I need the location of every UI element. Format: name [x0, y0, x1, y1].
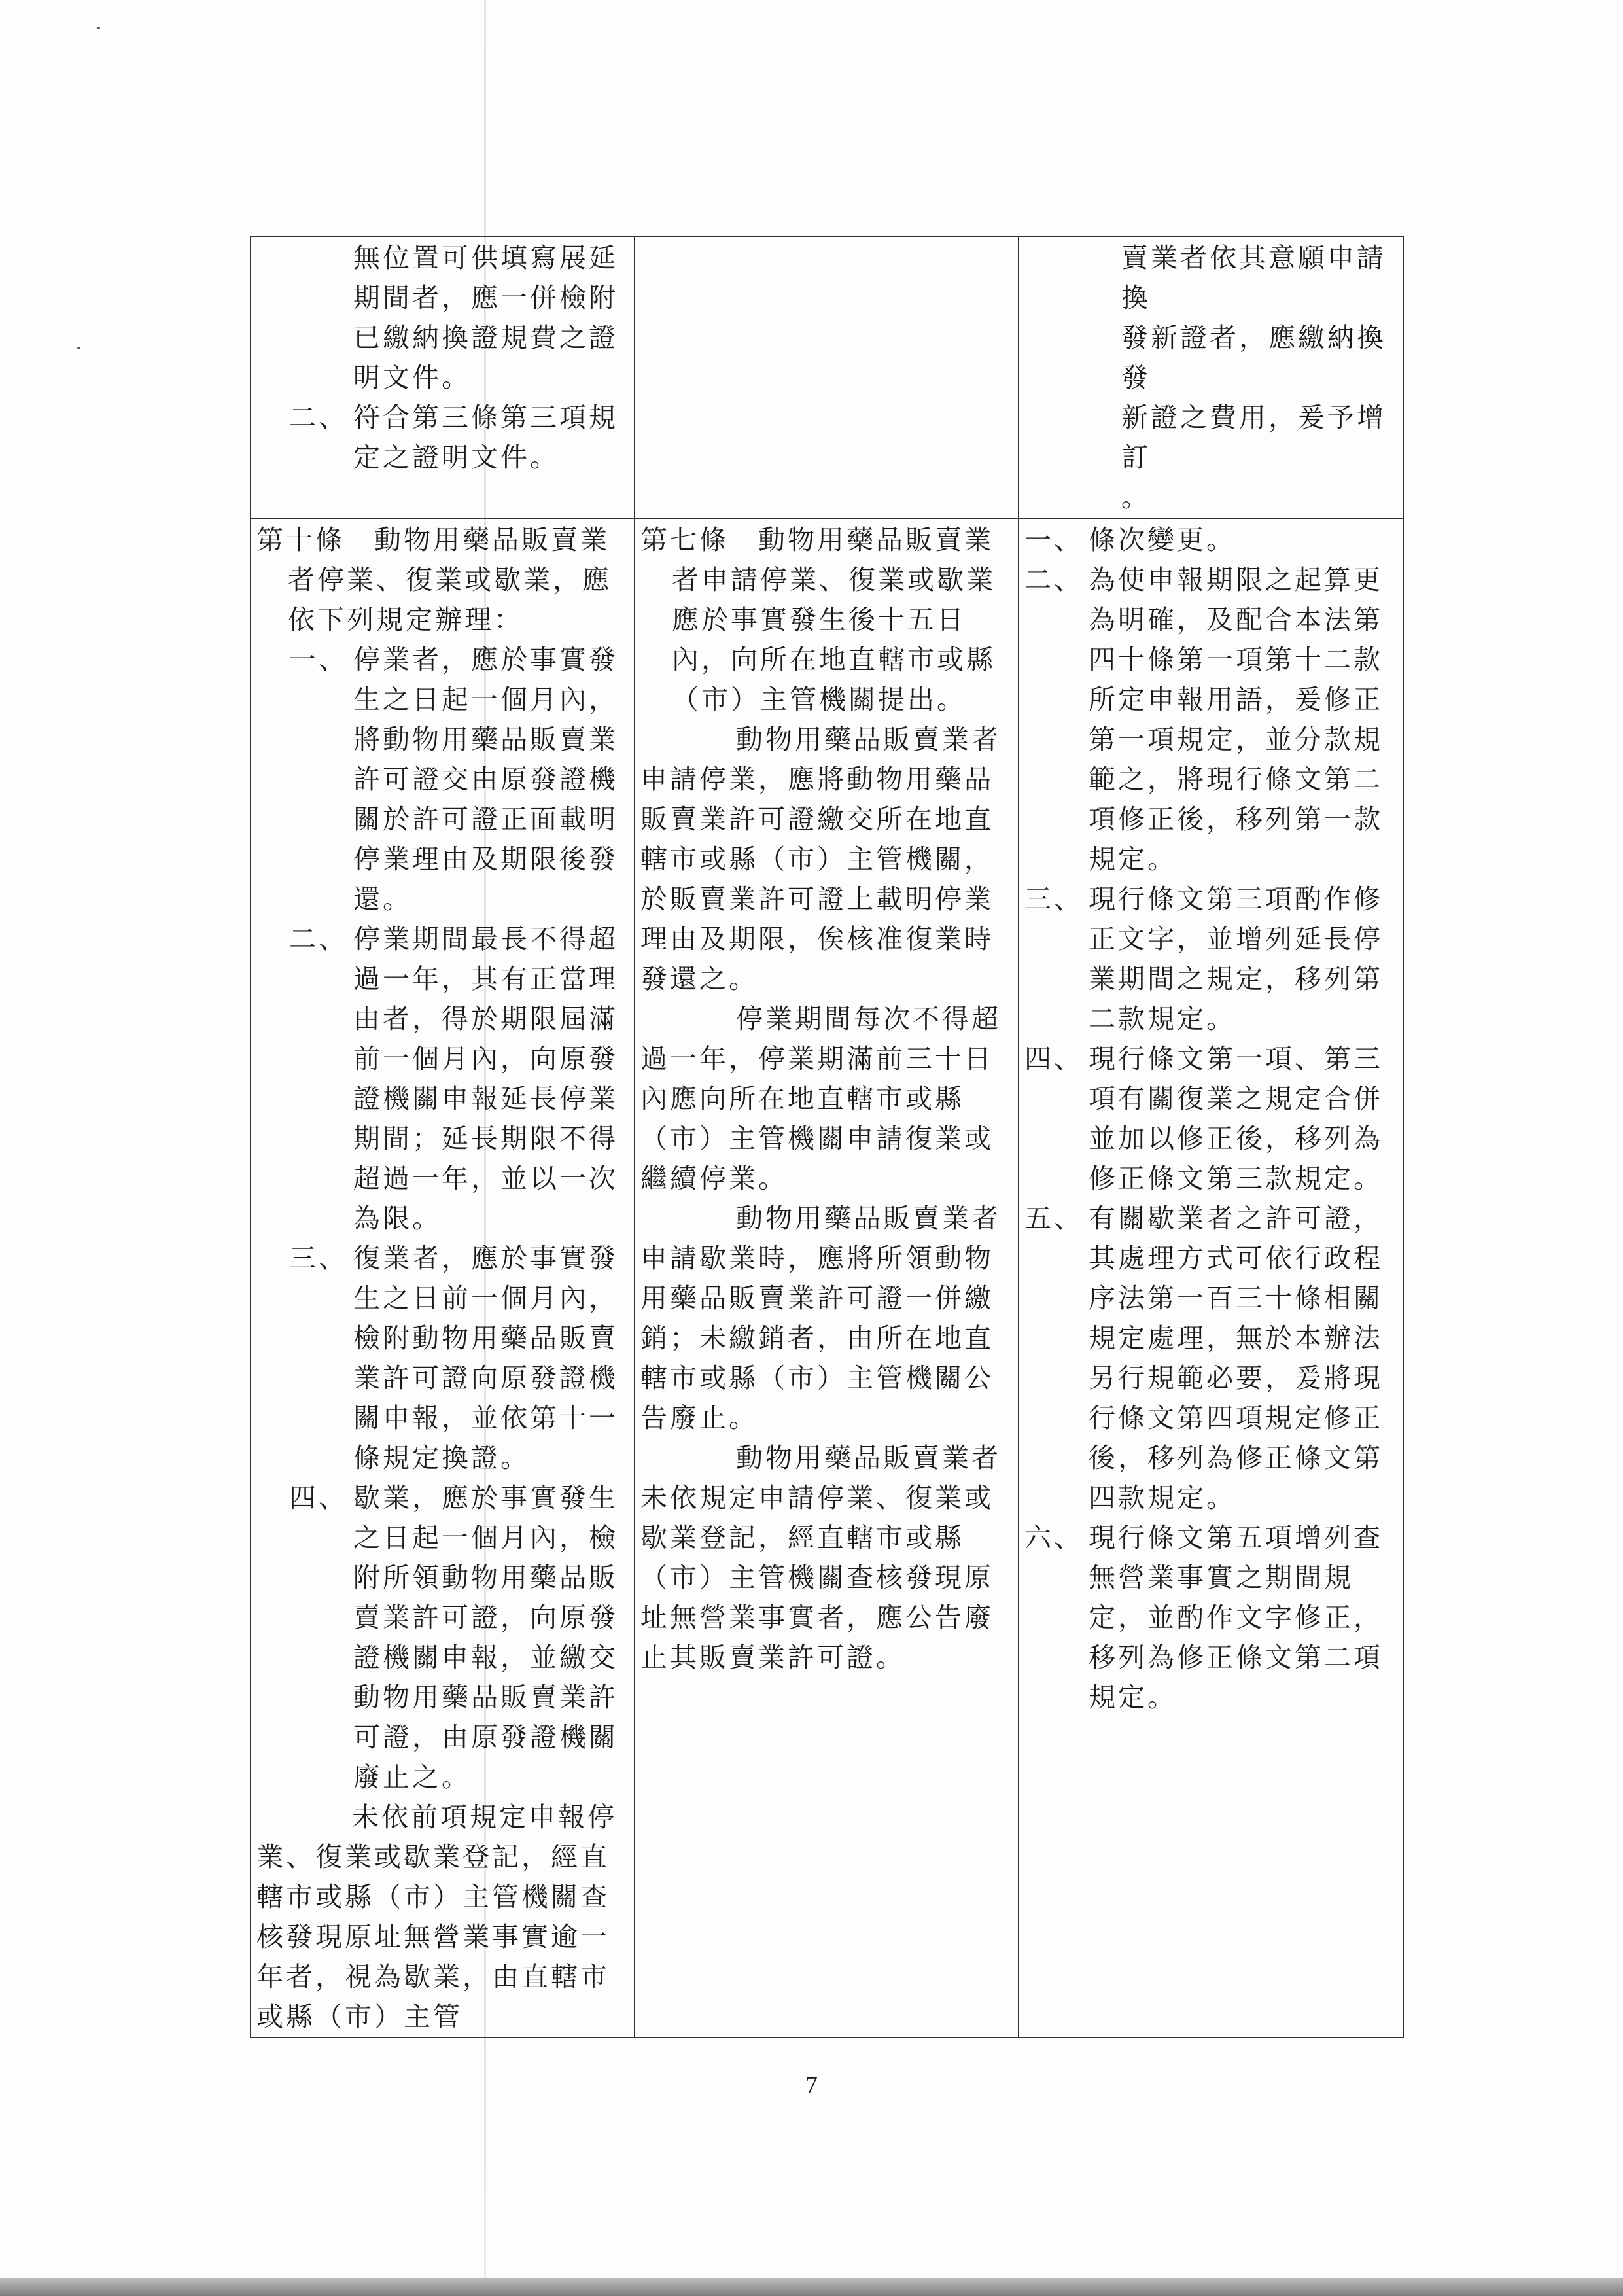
- list-number: 二、: [289, 923, 348, 955]
- current-cell-continued: [635, 236, 1019, 518]
- amended-article-cell: [251, 518, 635, 2038]
- explanation-item: [1024, 879, 1400, 1039]
- current-article-cell: [635, 518, 1019, 2038]
- continued-line: 明文件。: [353, 362, 471, 393]
- explanation-item: [1024, 1518, 1400, 1718]
- list-text: 為使申報期限之起算更為明確，及配合本法第四十條第一項第十二款所定申報用語，爰修正第一項規定，並分款規範之，將現行條文第二項修正後，移列第一款規定。: [1089, 564, 1383, 875]
- article-heading: [640, 520, 1015, 720]
- comparison-table: [250, 236, 1404, 2038]
- page-number: 7: [805, 2072, 818, 2099]
- list-item: [256, 398, 631, 478]
- list-item: [256, 1239, 631, 1478]
- continued-line: 。: [1121, 482, 1151, 513]
- list-text: 條次變更。: [1089, 524, 1236, 556]
- list-text: 歇業，應於事實發生之日起一個月內，檢附所領動物用藥品販賣業許可證，向原發證機關申報，並繳交動物用藥品販賣業許可證，由原發證機關廢止之。: [353, 1482, 618, 1793]
- list-text: 符合第三條第三項規定之證明文件。: [353, 402, 618, 473]
- explanation-item: [1024, 560, 1400, 879]
- list-number: 四、: [289, 1482, 348, 1513]
- table-row-article: [251, 518, 1403, 2038]
- explanation-item: [1024, 1199, 1400, 1518]
- continued-line: 賣業者依其意願申請換: [1121, 242, 1386, 313]
- list-text: 現行條文第三項酌作修正文字，並增列延長停業期間之規定，移列第二款規定。: [1089, 883, 1383, 1034]
- list-item: [256, 919, 631, 1239]
- table-row-continued: [251, 236, 1403, 518]
- list-number: 一、: [289, 644, 348, 675]
- list-text: 有關歇業者之許可證，其處理方式可依行政程序法第一百三十條相關規定處理，無於本辦法另行規範必要，爰將現行條文第四項規定修正後，移列為修正條文第四款規定。: [1089, 1203, 1383, 1513]
- explanation-cell-continued: [1019, 236, 1403, 518]
- list-number: 三、: [1024, 883, 1083, 915]
- explanation-item: [1024, 520, 1400, 560]
- explanation-item: [1024, 1039, 1400, 1199]
- article-heading: [256, 520, 631, 640]
- article-title: 第十條: [256, 524, 345, 556]
- amended-cell-continued: [251, 236, 635, 518]
- article-paragraph: 動物用藥品販賣業者申請停業，應將動物用藥品販賣業許可證繳交所在地直轄市或縣（市）主管機關，於販賣業許可證上載明停業理由及期限，俟核准復業時發還之。: [640, 724, 1001, 995]
- article-title: 第七條: [640, 524, 729, 556]
- scan-speck: [97, 27, 100, 29]
- list-text: 復業者，應於事實發生之日前一個月內，檢附動物用藥品販賣業許可證向原發證機關申報，並依第十一條規定換證。: [353, 1243, 618, 1474]
- list-number: 五、: [1024, 1203, 1083, 1234]
- list-number: 六、: [1024, 1522, 1083, 1553]
- scan-bottom-edge: [0, 2278, 1623, 2296]
- article-paragraph: 動物用藥品販賣業者申請歇業時，應將所領動物用藥品販賣業許可證一併繳銷；未繳銷者，由所在地直轄市或縣（市）主管機關公告廢止。: [640, 1203, 1001, 1434]
- continued-line: 發新證者，應繳納換發: [1121, 322, 1386, 393]
- list-text: 現行條文第五項增列查無營業事實之期間規定，並酌作文字修正，移列為修正條文第二項規定。: [1089, 1522, 1383, 1713]
- continued-line: 已繳納換證規費之證: [353, 322, 618, 353]
- list-number: 三、: [289, 1243, 348, 1274]
- list-number: 二、: [289, 402, 348, 433]
- scan-speck: [77, 347, 80, 349]
- list-number: 二、: [1024, 564, 1083, 595]
- list-item: [256, 640, 631, 919]
- continued-line: 新證之費用，爰予增訂: [1121, 402, 1386, 473]
- article-paragraph: 停業期間每次不得超過一年，停業期滿前三十日內應向所在地直轄市或縣（市）主管機關申請復業或繼續停業。: [640, 1003, 1001, 1194]
- list-text: 停業期間最長不得超過一年，其有正當理由者，得於期限屆滿前一個月內，向原發證機關申報延長停業期間；延長期限不得超過一年，並以一次為限。: [353, 923, 618, 1234]
- list-number: 四、: [1024, 1043, 1083, 1074]
- article-intro: 動物用藥品販賣業者停業、復業或歇業，應依下列規定辦理：: [288, 524, 612, 635]
- explanation-cell: [1019, 518, 1403, 2038]
- article-paragraph: 動物用藥品販賣業者未依規定申請停業、復業或歇業登記，經直轄市或縣（市）主管機關查核發現原址無營業事實者，應公告廢止其販賣業許可證。: [640, 1442, 1001, 1673]
- list-item: [256, 1478, 631, 1797]
- list-text: 停業者，應於事實發生之日起一個月內，將動物用藥品販賣業許可證交由原發證機關於許可證正面載明停業理由及期限後發還。: [353, 644, 618, 915]
- list-text: 現行條文第一項、第三項有關復業之規定合併並加以修正後，移列為修正條文第三款規定。: [1089, 1043, 1383, 1194]
- continued-line: 期間者，應一併檢附: [353, 282, 618, 313]
- article-paragraph: 未依前項規定申報停業、復業或歇業登記，經直轄市或縣（市）主管機關查核發現原址無營業事實逾一年者，視為歇業，由直轄市或縣（市）主管: [256, 1801, 617, 2032]
- continued-line: 無位置可供填寫展延: [353, 242, 618, 274]
- list-number: 一、: [1024, 524, 1083, 556]
- article-intro: 動物用藥品販賣業者申請停業、復業或歇業應於事實發生後十五日內，向所在地直轄市或縣（市）主管機關提出。: [672, 524, 996, 715]
